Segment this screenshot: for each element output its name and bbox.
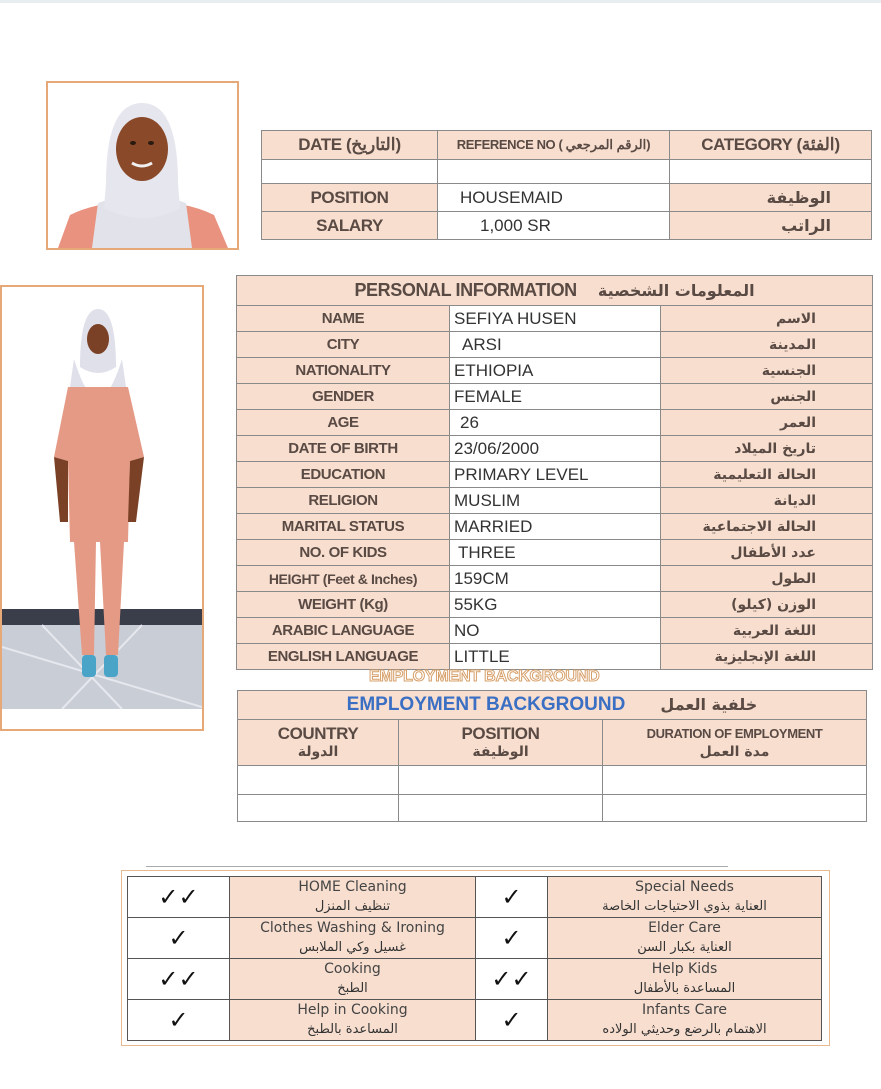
check-icon: ✓ [128,918,230,959]
personal-info-title-arabic: المعلومات الشخصية [597,281,755,300]
skill-arabic-label: تنظيف المنزل [314,899,391,914]
skill-label: Special Needs [635,879,734,895]
row-label: ENGLISH LANGUAGE [237,644,450,670]
row-arabic-label: الجنس [661,384,873,410]
check-icon: ✓ [476,918,548,959]
skill-label: Cooking [324,961,381,977]
employment-title-arabic: خلفية العمل [660,695,758,714]
table-row [128,918,822,959]
row-value: 26 [450,410,661,436]
skill-arabic-label: غسيل وكي الملابس [299,940,406,955]
personal-info-table [236,275,873,670]
row-arabic-label: الاسم [661,306,873,332]
skill-arabic-label: المساعدة بالأطفال [633,981,736,996]
skill-label: Help in Cooking [297,1002,408,1018]
top-border-line [0,0,881,3]
skills-table [127,876,822,1041]
country-label: COUNTRY [277,723,359,743]
position-value: HOUSEMAID [438,184,670,212]
table-row [237,358,873,384]
row-arabic-label: المدينة [661,332,873,358]
row-value: MUSLIM [450,488,661,514]
position-arabic-label: الوظيفة [670,184,872,212]
row-value: THREE [450,540,661,566]
date-label: DATE (التاريخ) [262,131,438,160]
table-row [237,436,873,462]
duration-label: DURATION OF EMPLOYMENT [646,725,823,741]
row-value: 159CM [450,566,661,592]
employment-title: EMPLOYMENT BACKGROUND [346,694,626,715]
table-row [237,644,873,670]
table-row [237,618,873,644]
skill-cell [548,959,822,1000]
row-value: PRIMARY LEVEL [450,462,661,488]
skill-cell [548,1000,822,1041]
header-table [261,130,872,240]
skill-cell [230,877,476,918]
row-value: SEFIYA HUSEN [450,306,661,332]
skill-cell [548,877,822,918]
table-row [238,795,867,822]
row-arabic-label: عدد الأطفال [661,540,873,566]
portrait-photo [46,81,239,250]
row-label: RELIGION [237,488,450,514]
check-icon: ✓ [476,1000,548,1041]
table-row [237,410,873,436]
position-col-label: POSITION [461,723,540,743]
table-row [237,592,873,618]
row-arabic-label: اللغة العربية [661,618,873,644]
row-value: MARRIED [450,514,661,540]
skill-cell [230,1000,476,1041]
full-body-figure [2,287,202,729]
skill-arabic-label: العناية بكبار السن [637,940,732,955]
skill-cell [230,918,476,959]
country-header [238,720,399,766]
skill-cell [548,918,822,959]
row-label: NATIONALITY [237,358,450,384]
table-row [128,1000,822,1041]
row-label: NAME [237,306,450,332]
reference-label: REFERENCE NO ( الرقم المرجعي) [438,131,670,160]
empty-cell [603,766,867,795]
category-value [670,160,872,184]
row-value: LITTLE [450,644,661,670]
row-value: 55KG [450,592,661,618]
duration-arabic-label: مدة العمل [699,743,770,760]
country-arabic-label: الدولة [297,743,339,760]
employment-table [237,690,867,822]
personal-info-title: PERSONAL INFORMATION [354,280,577,300]
personal-info-header [237,276,873,306]
row-arabic-label: الوزن (كيلو) [661,592,873,618]
portrait-figure [48,83,237,248]
check-icon: ✓ [128,1000,230,1041]
skill-label: Help Kids [651,961,718,977]
table-row [237,514,873,540]
row-label: ARABIC LANGUAGE [237,618,450,644]
salary-value: 1,000 SR [438,212,670,240]
table-row [238,766,867,795]
category-label: CATEGORY (الفئة) [670,131,872,160]
row-value: NO [450,618,661,644]
skill-label: Elder Care [648,920,721,936]
skill-label: Infants Care [641,1002,728,1018]
table-row [237,332,873,358]
row-arabic-label: الديانة [661,488,873,514]
row-label: NO. OF KIDS [237,540,450,566]
salary-label: SALARY [262,212,438,240]
full-body-photo [0,285,204,731]
row-label: DATE OF BIRTH [237,436,450,462]
position-col-arabic-label: الوظيفة [472,743,529,760]
row-value: ETHIOPIA [450,358,661,384]
table-row [237,462,873,488]
date-value [262,160,438,184]
row-label: HEIGHT (Feet & Inches) [237,566,450,592]
row-arabic-label: العمر [661,410,873,436]
table-row [237,306,873,332]
reference-value [438,160,670,184]
skill-arabic-label: الطبخ [337,981,368,996]
empty-cell [238,795,399,822]
row-arabic-label: الجنسية [661,358,873,384]
empty-cell [399,795,603,822]
check-icon: ✓ [476,877,548,918]
row-arabic-label: اللغة الإنجليزية [661,644,873,670]
row-arabic-label: الطول [661,566,873,592]
table-row [237,488,873,514]
check-icon: ✓✓ [128,877,230,918]
skill-arabic-label: الاهتمام بالرضع وحديثي الولاده [602,1022,767,1037]
skill-cell [230,959,476,1000]
empty-cell [399,766,603,795]
skill-arabic-label: العناية بذوي الاحتياجات الخاصة [602,899,767,914]
skill-label: Clothes Washing & Ironing [260,920,445,936]
table-row [237,384,873,410]
table-row [128,959,822,1000]
table-row [128,877,822,918]
empty-cell [238,766,399,795]
row-label: WEIGHT (Kg) [237,592,450,618]
position-label: POSITION [262,184,438,212]
row-label: GENDER [237,384,450,410]
position-header [399,720,603,766]
check-icon: ✓✓ [128,959,230,1000]
row-arabic-label: الحالة الاجتماعية [661,514,873,540]
row-arabic-label: الحالة التعليمية [661,462,873,488]
row-label: CITY [237,332,450,358]
row-value: FEMALE [450,384,661,410]
row-label: EDUCATION [237,462,450,488]
skills-top-rule [146,866,728,867]
skill-label: HOME Cleaning [298,879,407,895]
employment-ghost-heading: EMPLOYMENT BACKGROUND [369,668,600,685]
skill-arabic-label: المساعدة بالطبخ [307,1022,398,1037]
row-arabic-label: تاريخ الميلاد [661,436,873,462]
employment-header [238,691,867,720]
table-row [237,566,873,592]
table-row [237,540,873,566]
empty-cell [603,795,867,822]
row-label: AGE [237,410,450,436]
row-value: ARSI [450,332,661,358]
salary-arabic-label: الراتب [670,212,872,240]
row-label: MARITAL STATUS [237,514,450,540]
duration-header [603,720,867,766]
check-icon: ✓✓ [476,959,548,1000]
row-value: 23/06/2000 [450,436,661,462]
